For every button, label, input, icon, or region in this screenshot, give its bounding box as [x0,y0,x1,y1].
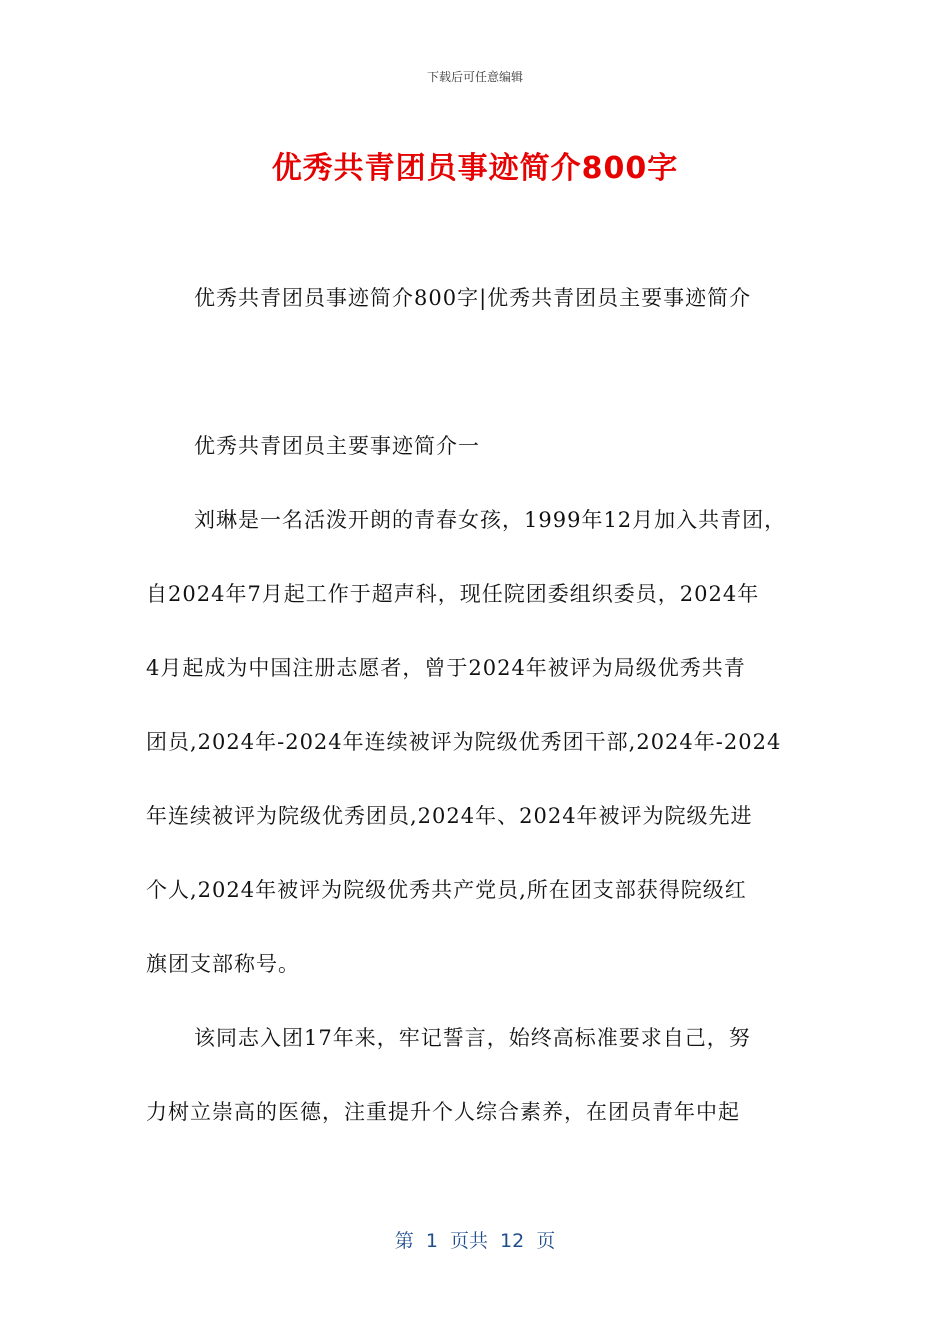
paragraph-line: 旗团支部称号。 [146,952,300,976]
paragraph-line: 自2024年7月起工作于超声科，现任院团委组织委员，2024年 [146,582,760,606]
document-title: 优秀共青团员事迹简介800字 [271,151,679,186]
paragraph-line: 个人,2024年被评为院级优秀共产党员,所在团支部获得院级红 [146,878,747,902]
page-number-footer: 第 1 页共 12 页 [394,1230,556,1252]
paragraph-line: 年连续被评为院级优秀团员,2024年、2024年被评为院级先进 [146,804,753,828]
subtitle-line: 优秀共青团员事迹简介800字|优秀共青团员主要事迹简介 [194,286,752,310]
paragraph-line: 团员,2024年-2024年连续被评为院级优秀团干部,2024年-2024 [146,730,782,754]
page-header-note: 下载后可任意编辑 [426,70,523,84]
section-heading: 优秀共青团员主要事迹简介一 [194,434,480,458]
paragraph-line: 力树立崇高的医德，注重提升个人综合素养，在团员青年中起 [146,1100,740,1124]
paragraph-line: 4月起成为中国注册志愿者，曾于2024年被评为局级优秀共青 [146,656,746,680]
paragraph-line: 该同志入团17年来，牢记誓言，始终高标准要求自己，努 [194,1026,751,1050]
paragraph-line: 刘琳是一名活泼开朗的青春女孩，1999年12月加入共青团， [194,508,787,532]
